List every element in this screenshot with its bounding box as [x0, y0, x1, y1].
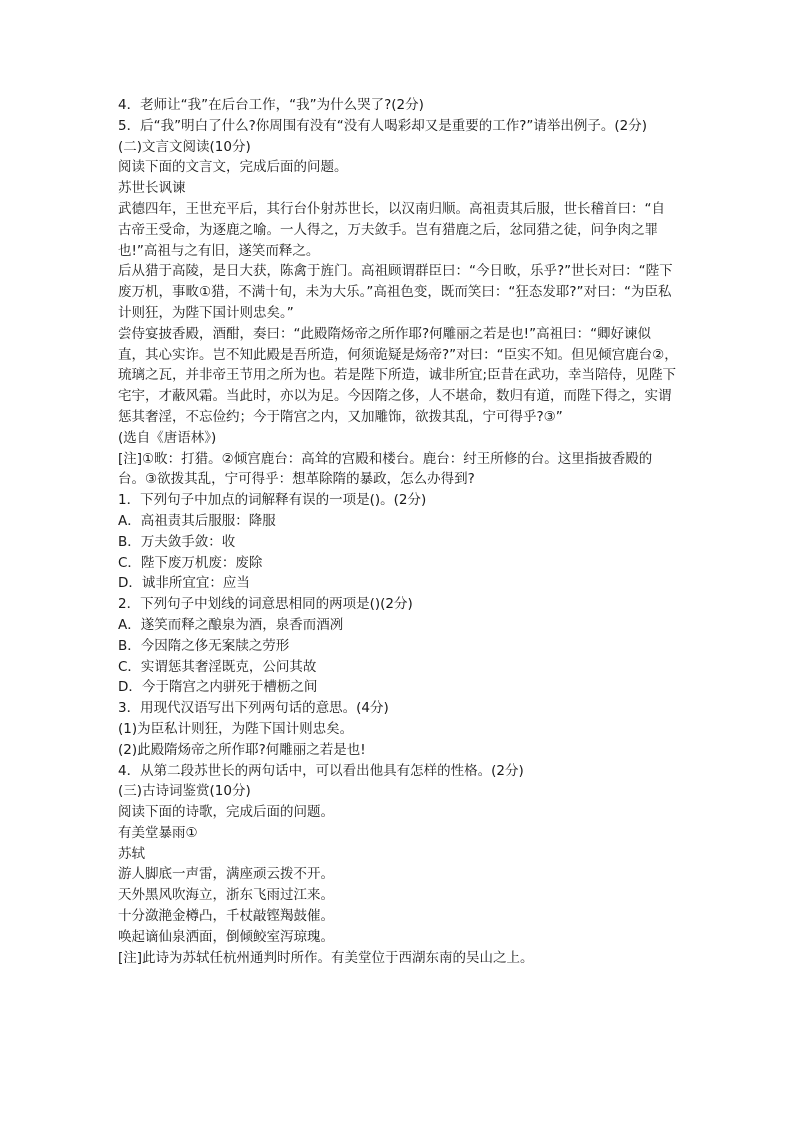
- poem-line-1: 游人脚底一声雷，满座顽云拨不开。: [118, 866, 334, 883]
- section-instruction: 阅读下面的文言文，完成后面的问题。: [118, 159, 348, 176]
- question-5: 5．后“我”明白了什么?你周围有没有“没有人喝彩却又是重要的工作?”请举出例子。(2分): [118, 117, 648, 134]
- question-4: 4．老师让“我”在后台工作，“我”为什么哭了?(2分): [118, 97, 424, 113]
- question-2-option-c: C．实谓惩其奢淫既克，公问其故: [118, 658, 317, 675]
- poem-line-4: 唤起谪仙泉洒面，倒倾鲛室泻琼瑰。: [118, 928, 334, 945]
- question-1-option-d: D．诚非所宜宜：应当: [118, 575, 250, 592]
- question-2-option-d: D．今于隋宫之内骈死于槽枥之间: [118, 679, 318, 696]
- document-page: [118, 95, 678, 968]
- question-1-option-c: C．陛下废万机废：废除: [118, 554, 263, 571]
- poetry-instruction: 阅读下面的诗歌，完成后面的问题。: [118, 804, 334, 821]
- passage-source: (选自《唐语林》): [118, 429, 217, 446]
- question-3: 3．用现代汉语写出下列两句话的意思。(4分): [118, 700, 389, 717]
- question-1: 1．下列句子中加点的词解释有误的一项是()。(2分): [118, 492, 427, 509]
- question-3-item-2: (2)此殿隋炀帝之所作耶?何雕丽之若是也!: [118, 741, 366, 758]
- poem-line-3: 十分潋滟金樽凸，千杖敲铿羯鼓催。: [118, 908, 334, 925]
- poem-author: 苏轼: [118, 845, 145, 862]
- section-heading-poetry: (三)古诗词鉴赏(10分): [118, 783, 251, 800]
- passage-title: 苏世长讽谏: [118, 180, 186, 197]
- section-heading-classical-chinese: (二)文言文阅读(10分): [118, 138, 251, 155]
- question-2: 2．下列句子中划线的词意思相同的两项是()(2分): [118, 596, 413, 613]
- question-1-option-a: A．高祖责其后服服：降服: [118, 512, 276, 529]
- question-4-classical: 4．从第二段苏世长的两句话中，可以看出他具有怎样的性格。(2分): [118, 762, 524, 779]
- poem-line-2: 天外黑风吹海立，浙东飞雨过江来。: [118, 887, 334, 904]
- passage-notes: [注]①畋：打猎。②倾宫鹿台：高耸的宫殿和楼台。鹿台：纣王所修的台。这里指披香殿的台。③欲拨其乱，宁可得乎：想革除隋的暴政，怎么办得到?: [118, 450, 653, 488]
- passage-paragraph-1: 武德四年，王世充平后，其行台仆射苏世长，以汉南归顺。高祖责其后服，世长稽首曰：“自古帝王受命，为逐鹿之喻。一人得之，万夫敛手。岂有猎鹿之后，忿同猎之徒，问争肉之罪也!”高祖与之有旧，遂笑而释之。: [118, 200, 665, 259]
- question-3-item-1: (1)为臣私计则狂，为陛下国计则忠矣。: [118, 720, 354, 737]
- question-2-option-b: B．今因隋之侈无案牍之劳形: [118, 637, 290, 654]
- question-2-option-a: A．遂笑而释之酿泉为酒，泉香而酒冽: [118, 616, 344, 633]
- passage-paragraph-2: 后从猎于高陵，是日大获，陈禽于旌门。高祖顾谓群臣曰：“今日畋，乐乎?”世长对曰：“陛下废万机，事畋①猎，不满十旬，未为大乐。”高祖色变，既而笑曰：“狂态发耶?”对曰：“为臣私计则狂，为陛下国计则忠矣。”: [118, 263, 673, 321]
- question-1-option-b: B．万夫敛手敛：收: [118, 533, 236, 550]
- poem-title: 有美堂暴雨①: [118, 824, 198, 841]
- poem-note: [注]此诗为苏轼任杭州通判时所作。有美堂位于西湖东南的吴山之上。: [118, 949, 534, 966]
- passage-paragraph-3: 尝侍宴披香殿，酒酣，奏曰：“此殿隋炀帝之所作耶?何雕丽之若是也!”高祖曰：“卿好谏似直，其心实诈。岂不知此殿是吾所造，何须诡疑是炀帝?”对曰：“臣实不知。但见倾宫鹿台②，琉璃之瓦，并非帝王节用之所为也。若是陛下所造，诚非所宜;臣昔在武功，幸当陪侍，见陛下宅宇，才蔽风霜。当此时，亦以为足。今因隋之侈，人不堪命，数归有道，而陛下得之，实谓惩其奢淫，不忘俭约；今于隋宫之内，又加雕饰，欲拨其乱，宁可得乎?③”: [118, 325, 678, 425]
